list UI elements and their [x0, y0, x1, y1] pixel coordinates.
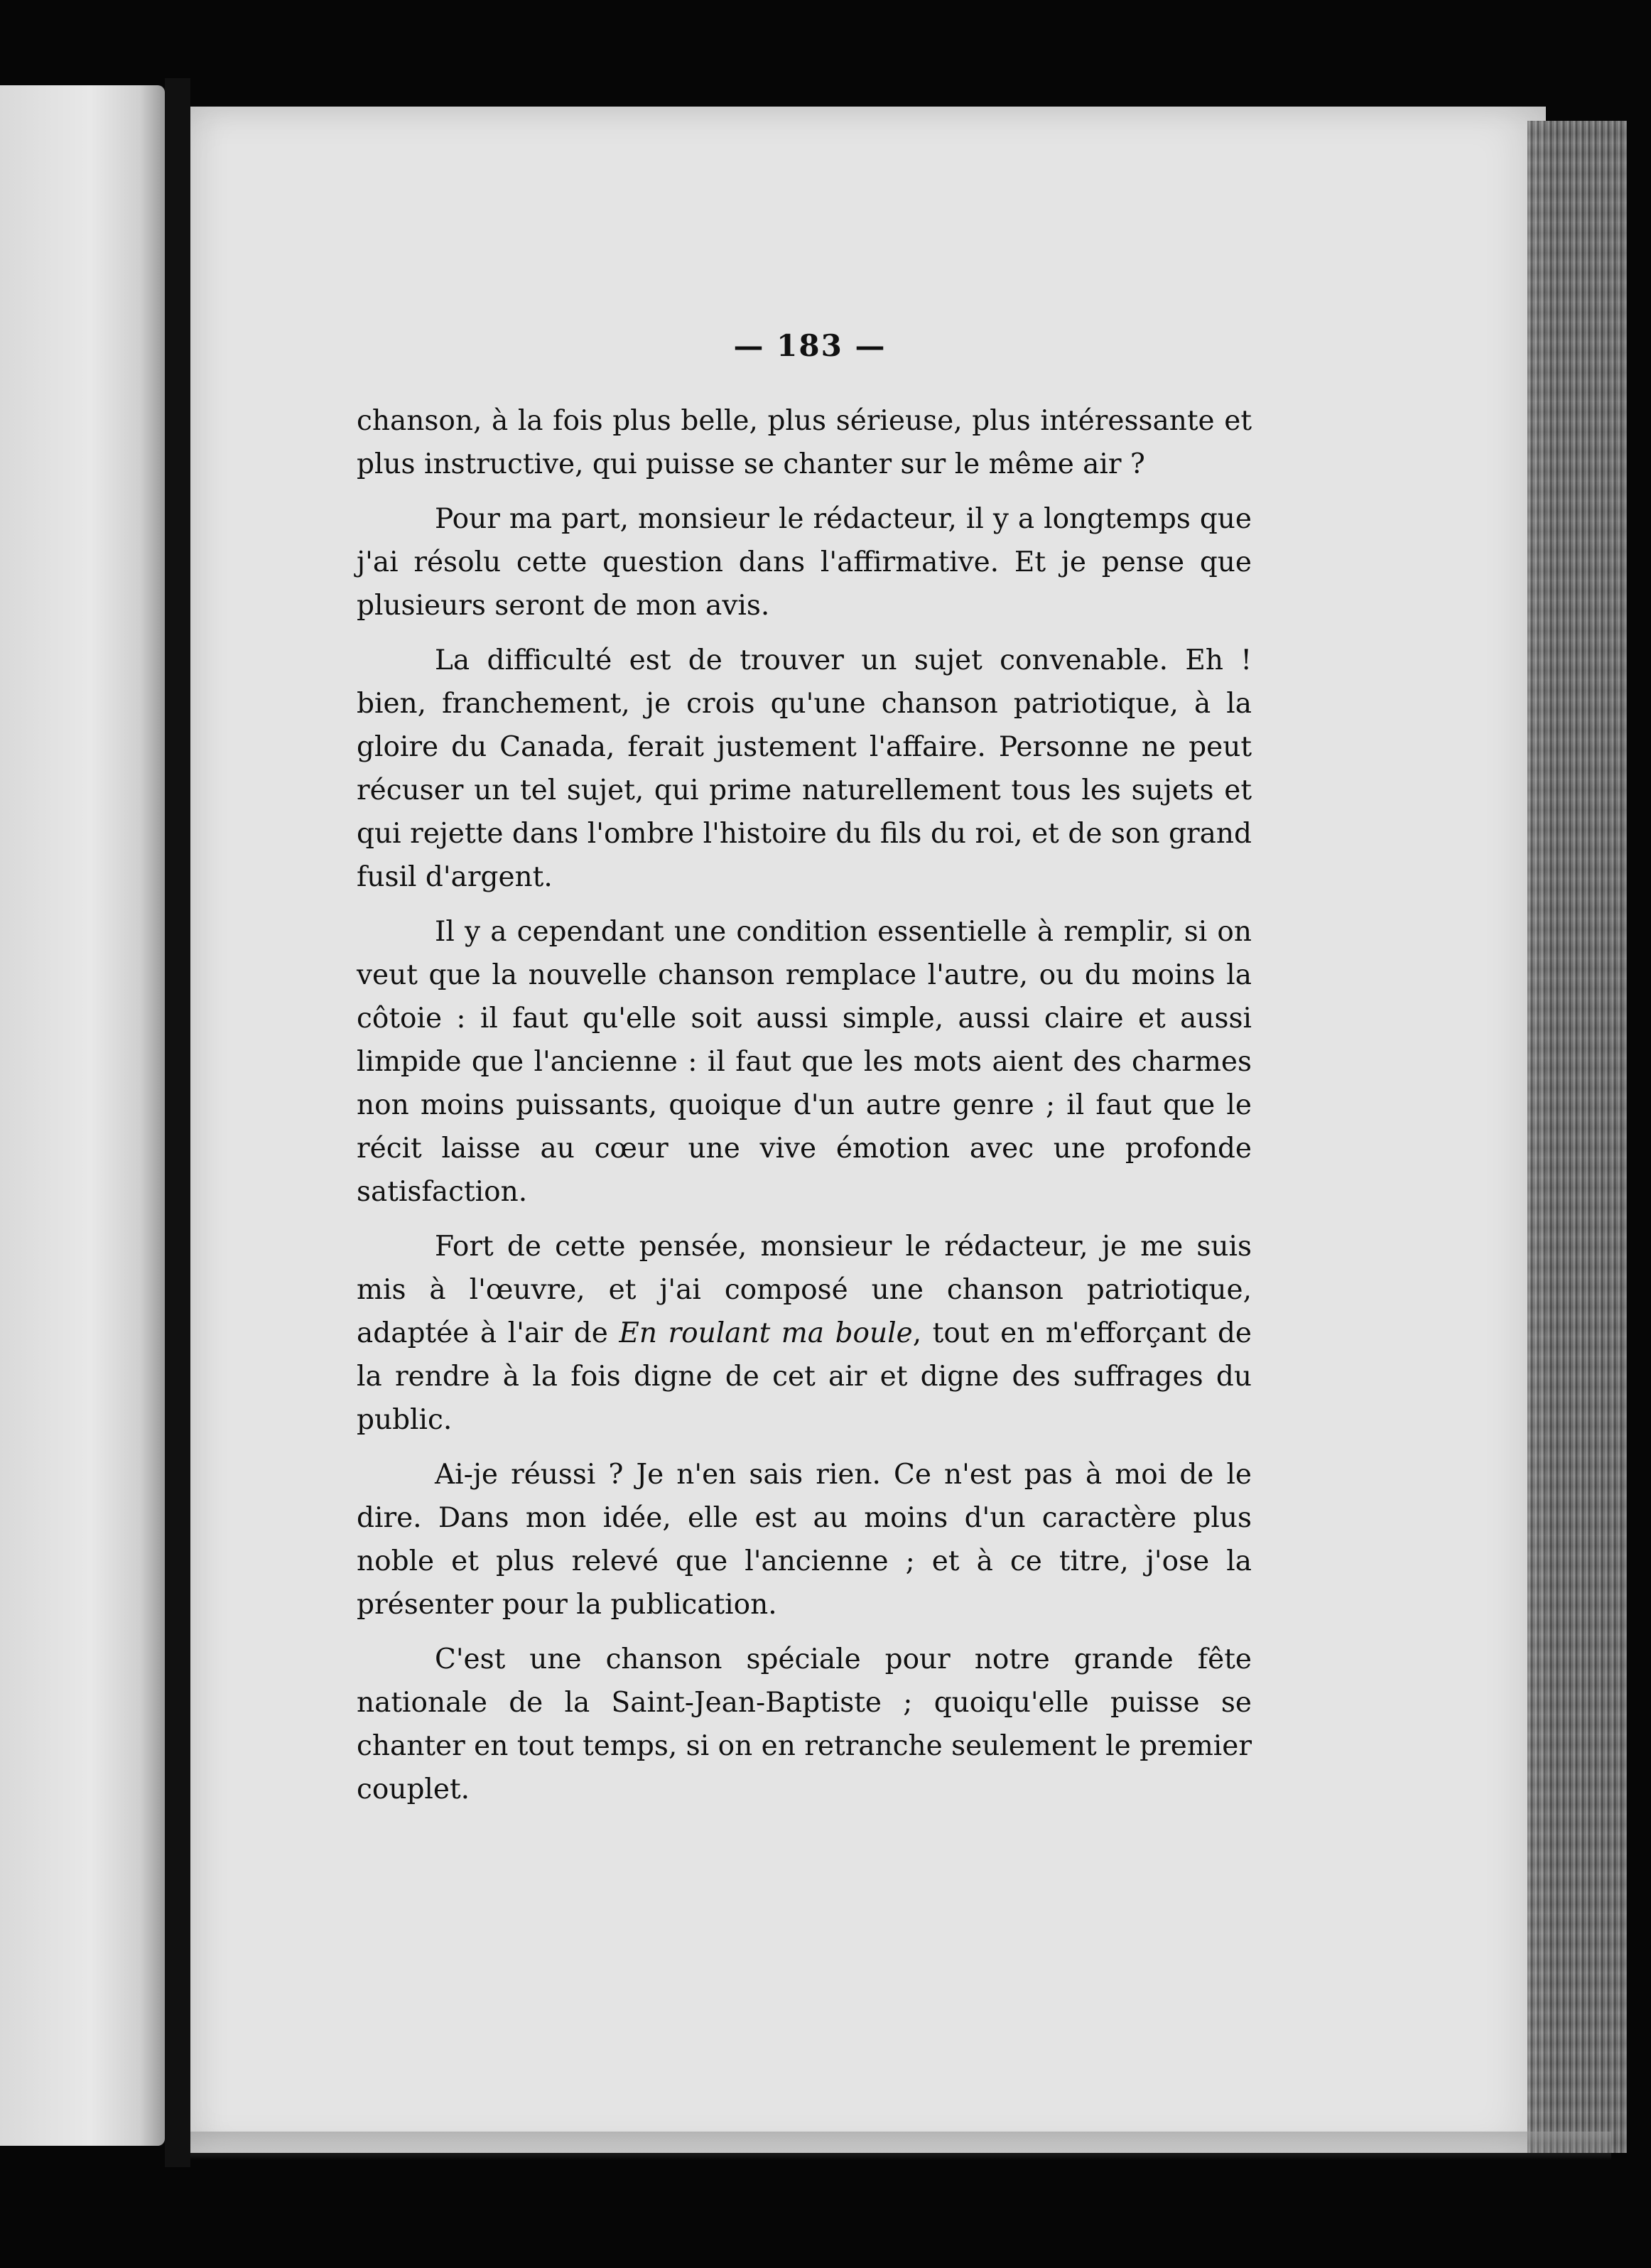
previous-page-edge: [0, 85, 165, 2146]
body-text: [357, 334, 1252, 1822]
text-run: La difficulté est de trouver un sujet convenable. Eh ! bien, franchement, je crois qu'une chanson patriotique, à la gloire du Canada, ferait justement l'affaire. Personne ne peut récuser un tel sujet, qui prime naturellement tous les sujets et qui rejette dans l'ombre l'histoire du fils du roi, et de son grand fusil d'argent.: [357, 644, 1252, 893]
paragraph: [357, 639, 1252, 899]
paragraph: [357, 1453, 1252, 1626]
paragraph: [357, 497, 1252, 627]
page-number: — 183 —: [733, 328, 887, 363]
page-bottom-shadow: [190, 2132, 1611, 2160]
text-run: chanson, à la fois plus belle, plus sérieuse, plus intéressante et plus instructive, qui puisse se chanter sur le même air ?: [357, 405, 1252, 480]
text-run: Fort de cette pensée, monsieur le rédacteur, je me suis mis à l'œuvre, et j'ai composé une chanson patriotique, adaptée à l'air de: [357, 1231, 1252, 1349]
text-run: Il y a cependant une condition essentielle à remplir, si on veut que la nouvelle chanson remplace l'autre, ou du moins la côtoie : il faut qu'elle soit aussi simple, aussi claire et aussi limpide que l'ancienne : il faut que les mots aient des charmes non moins puissants, quoique d'un autre genre ; il faut que le récit laisse au cœur une vive émotion avec une profonde satisfaction.: [357, 916, 1252, 1208]
text-run: Pour ma part, monsieur le rédacteur, il y a longtemps que j'ai résolu cette question dans l'affirmative. Et je pense que plusieurs seront de mon avis.: [357, 503, 1252, 622]
text-run: , tout en m'efforçant de la rendre à la fois digne de cet air et digne des suffrages du public.: [357, 1317, 1252, 1436]
italic-text: En roulant ma boule: [619, 1317, 913, 1349]
page-stack-edges: [1527, 121, 1627, 2153]
paragraph: [357, 1225, 1252, 1442]
paragraph: [357, 399, 1252, 486]
text-run: C'est une chanson spéciale pour notre grande fête nationale de la Saint-Jean-Baptiste ; quoiqu'elle puisse se chanter en tout temps, si on en retranche seulement le premier couplet.: [357, 1643, 1252, 1805]
text-run: Ai-je réussi ? Je n'en sais rien. Ce n'est pas à moi de le dire. Dans mon idée, elle est au moins d'un caractère plus noble et plus relevé que l'ancienne ; et à ce titre, j'ose la présenter pour la publication.: [357, 1459, 1252, 1621]
book-gutter: [165, 78, 190, 2167]
paragraph: [357, 910, 1252, 1214]
paragraph: [357, 1638, 1252, 1811]
